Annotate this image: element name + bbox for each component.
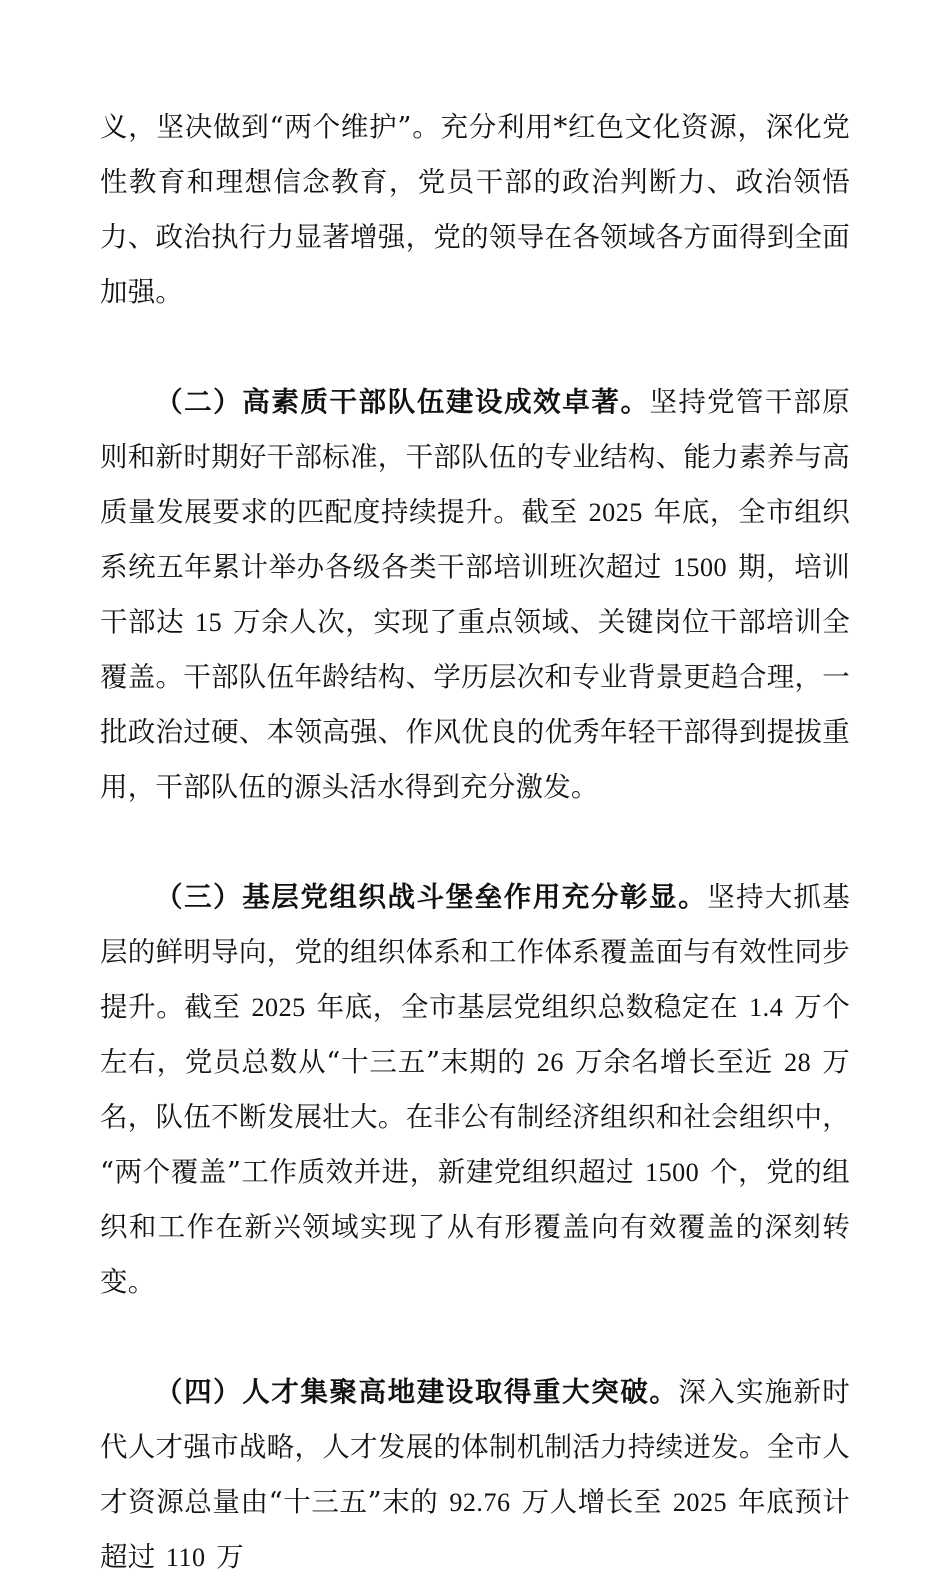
body-section-four: 深入实施新时代人才强市战略，人才发展的体制机制活力持续迸发。全市人才资源总量由“十三五”末的 92.76 万人增长至 2025 年底预计超过 110 万	[100, 1376, 850, 1573]
inline-number: 28	[784, 1048, 812, 1077]
paragraph-spacer	[100, 320, 850, 375]
inline-number: 1500	[672, 553, 728, 582]
inline-number: 1.4	[749, 993, 784, 1022]
body-section-two: 坚持党管干部原则和新时期好干部标准，干部队伍的专业结构、能力素养与高质量发展要求的匹配度持续提升。截至 2025 年底，全市组织系统五年累计举办各级各类干部培训班次超过 1500 期，培训干部达 15 万余人次，实现了重点领域、关键岗位干部培训全覆盖。干部队伍年龄结构、学历层次和专业背景更趋合理，一批政治过硬、本领高强、作风优良的优秀年轻干部得到提拔重用，干部队伍的源头活水得到充分激发。	[100, 386, 851, 803]
document-text-body	[100, 100, 850, 1585]
paragraph-section-three	[100, 870, 850, 1310]
paragraph-section-two	[100, 375, 850, 815]
paragraph-continued-from-previous-page: 义，坚决做到“两个维护”。充分利用*红色文化资源，深化党性教育和理想信念教育，党员干部的政治判断力、政治领悟力、政治执行力显著增强，党的领导在各领域各方面得到全面加强。	[100, 111, 850, 308]
inline-number: 26	[536, 1048, 564, 1077]
heading-section-four: （四）人才集聚高地建设取得重大突破。	[155, 1376, 679, 1408]
inline-number: 110	[165, 1543, 206, 1572]
paragraph-section-four	[100, 1365, 850, 1585]
inline-number: 15	[195, 608, 223, 637]
inline-number: 2025	[588, 498, 643, 527]
inline-number: 2025	[672, 1488, 728, 1517]
inline-number: 2025	[251, 993, 306, 1022]
paragraph-spacer	[100, 1310, 850, 1365]
paragraph-spacer	[100, 815, 850, 870]
inline-number: 92.76	[449, 1488, 511, 1517]
heading-section-three: （三）基层党组织战斗堡垒作用充分彰显。	[155, 881, 708, 913]
inline-number: 1500	[645, 1158, 700, 1187]
heading-section-two: （二）高素质干部队伍建设成效卓著。	[155, 386, 650, 418]
body-section-three: 坚持大抓基层的鲜明导向，党的组织体系和工作体系覆盖面与有效性同步提升。截至 2025 年底，全市基层党组织总数稳定在 1.4 万个左右，党员总数从“十三五”末期的 26 万余名增长至近 28 万名，队伍不断发展壮大。在非公有制经济组织和社会组织中，“两个覆盖”工作质效并进，新建党组织超过 1500 个，党的组织和工作在新兴领域实现了从有形覆盖向有效覆盖的深刻转变。	[100, 881, 851, 1298]
